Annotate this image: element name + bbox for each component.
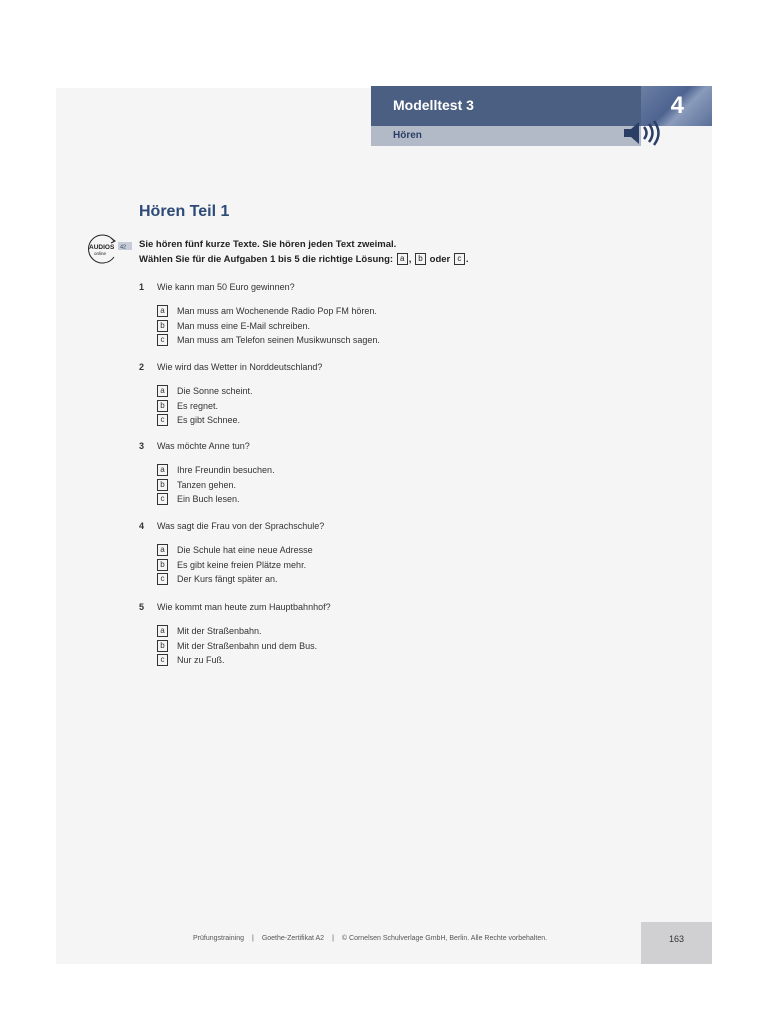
answer-text: Ihre Freundin besuchen. (177, 465, 275, 476)
answer-option-b[interactable] (157, 399, 253, 414)
answer-checkbox[interactable]: b (157, 400, 168, 412)
footer (193, 935, 547, 942)
answer-text: Die Sonne scheint. (177, 386, 253, 397)
answer-text: Der Kurs fängt später an. (177, 574, 278, 585)
answer-options (157, 384, 253, 428)
answer-checkbox[interactable]: c (157, 334, 168, 346)
question-text: Wie wird das Wetter in Norddeutschland? (157, 362, 323, 372)
answer-option-a[interactable] (157, 384, 253, 399)
answer-text: Die Schule hat eine neue Adresse (177, 545, 313, 556)
audio-track-number: 42 (120, 244, 127, 251)
answer-text: Es gibt keine freien Plätze mehr. (177, 559, 307, 570)
answer-text: Mit der Straßenbahn. (177, 626, 262, 637)
answer-option-a[interactable] (157, 463, 275, 478)
answer-text: Tanzen gehen. (177, 479, 237, 490)
instructions-oder: oder (429, 254, 451, 265)
instructions-line-2: Wählen Sie für die Aufgaben 1 bis 5 die richtige Lösung: a , b oder c . (139, 254, 469, 265)
answer-checkbox[interactable]: a (157, 464, 168, 476)
footer-separator: | (251, 935, 254, 942)
question-number: 5 (139, 602, 145, 612)
answer-checkbox[interactable]: c (157, 573, 168, 585)
answer-checkbox[interactable]: b (157, 320, 168, 332)
header-number: 4 (670, 92, 684, 119)
speaker-icon (622, 120, 666, 146)
instructions-line-2-text: Wählen Sie für die Aufgaben 1 bis 5 die richtige Lösung: (139, 254, 394, 265)
header-title-band (371, 86, 641, 126)
answer-options (157, 543, 313, 587)
question-number: 1 (139, 282, 145, 292)
audio-badge-label: AUDIOS (89, 244, 115, 251)
answer-checkbox[interactable]: a (157, 544, 168, 556)
answer-text: Ein Buch lesen. (177, 494, 240, 505)
answer-checkbox[interactable]: c (157, 493, 168, 505)
footer-separator: | (332, 935, 334, 942)
answer-option-b[interactable] (157, 558, 313, 573)
instructions (139, 237, 469, 267)
answer-checkbox[interactable]: b (157, 559, 168, 571)
answer-option-c[interactable] (157, 572, 313, 587)
answer-checkbox[interactable]: c (157, 654, 168, 666)
question-number: 3 (139, 441, 145, 451)
answer-option-a[interactable] (157, 543, 313, 558)
answer-checkbox[interactable]: b (157, 640, 168, 652)
answer-option-a[interactable] (157, 624, 317, 639)
question-number: 4 (139, 521, 145, 531)
answer-option-c[interactable] (157, 413, 253, 428)
audio-online-icon (84, 233, 136, 265)
answer-box-a: a (397, 253, 408, 265)
answer-checkbox[interactable]: c (157, 414, 168, 426)
footer-exam: Goethe-Zertifikat A2 (261, 935, 325, 942)
instructions-period: . (465, 254, 469, 265)
answer-box-c: c (454, 253, 465, 265)
answer-options (157, 304, 380, 348)
answer-checkbox[interactable]: a (157, 305, 168, 317)
header-subtitle-band (371, 126, 641, 146)
answer-text: Man muss am Telefon seinen Musikwunsch sagen. (177, 335, 380, 346)
answer-options (157, 624, 317, 668)
section-title: Hören Teil 1 (139, 203, 230, 220)
question-number: 2 (139, 362, 145, 372)
answer-text: Es gibt Schnee. (177, 415, 241, 426)
answer-text: Nur zu Fuß. (177, 655, 225, 666)
page-number-box (641, 922, 712, 964)
instructions-line-1: Sie hören fünf kurze Texte. Sie hören jeden Text zweimal. (139, 239, 397, 250)
answer-options (157, 463, 275, 507)
answer-checkbox[interactable]: a (157, 385, 168, 397)
footer-copyright: © Cornelsen Schulverlage GmbH, Berlin. Alle Rechte vorbehalten. (341, 935, 548, 942)
answer-option-b[interactable] (157, 319, 380, 334)
answer-text: Es regnet. (177, 400, 219, 411)
header-subtitle: Hören (393, 130, 422, 141)
answer-option-a[interactable] (157, 304, 380, 319)
question-text: Was sagt die Frau von der Sprachschule? (157, 521, 325, 531)
answer-box-b: b (415, 253, 426, 265)
answer-checkbox[interactable]: a (157, 625, 168, 637)
question-text: Wie kann man 50 Euro gewinnen? (157, 282, 295, 292)
answer-option-c[interactable] (157, 492, 275, 507)
header-title: Modelltest 3 (393, 97, 474, 113)
footer-series: Prüfungstraining (193, 935, 244, 942)
question-text: Was möchte Anne tun? (157, 441, 250, 451)
question-text: Wie kommt man heute zum Hauptbahnhof? (157, 602, 331, 612)
answer-text: Man muss am Wochenende Radio Pop FM hören. (177, 306, 377, 317)
answer-option-b[interactable] (157, 478, 275, 493)
page-number: 163 (668, 934, 685, 944)
answer-option-c[interactable] (157, 333, 380, 348)
answer-option-c[interactable] (157, 653, 317, 668)
audio-badge-sub: online (94, 251, 107, 256)
answer-text: Mit der Straßenbahn und dem Bus. (177, 640, 318, 651)
answer-text: Man muss eine E-Mail schreiben. (177, 320, 311, 331)
answer-option-b[interactable] (157, 639, 317, 654)
answer-checkbox[interactable]: b (157, 479, 168, 491)
